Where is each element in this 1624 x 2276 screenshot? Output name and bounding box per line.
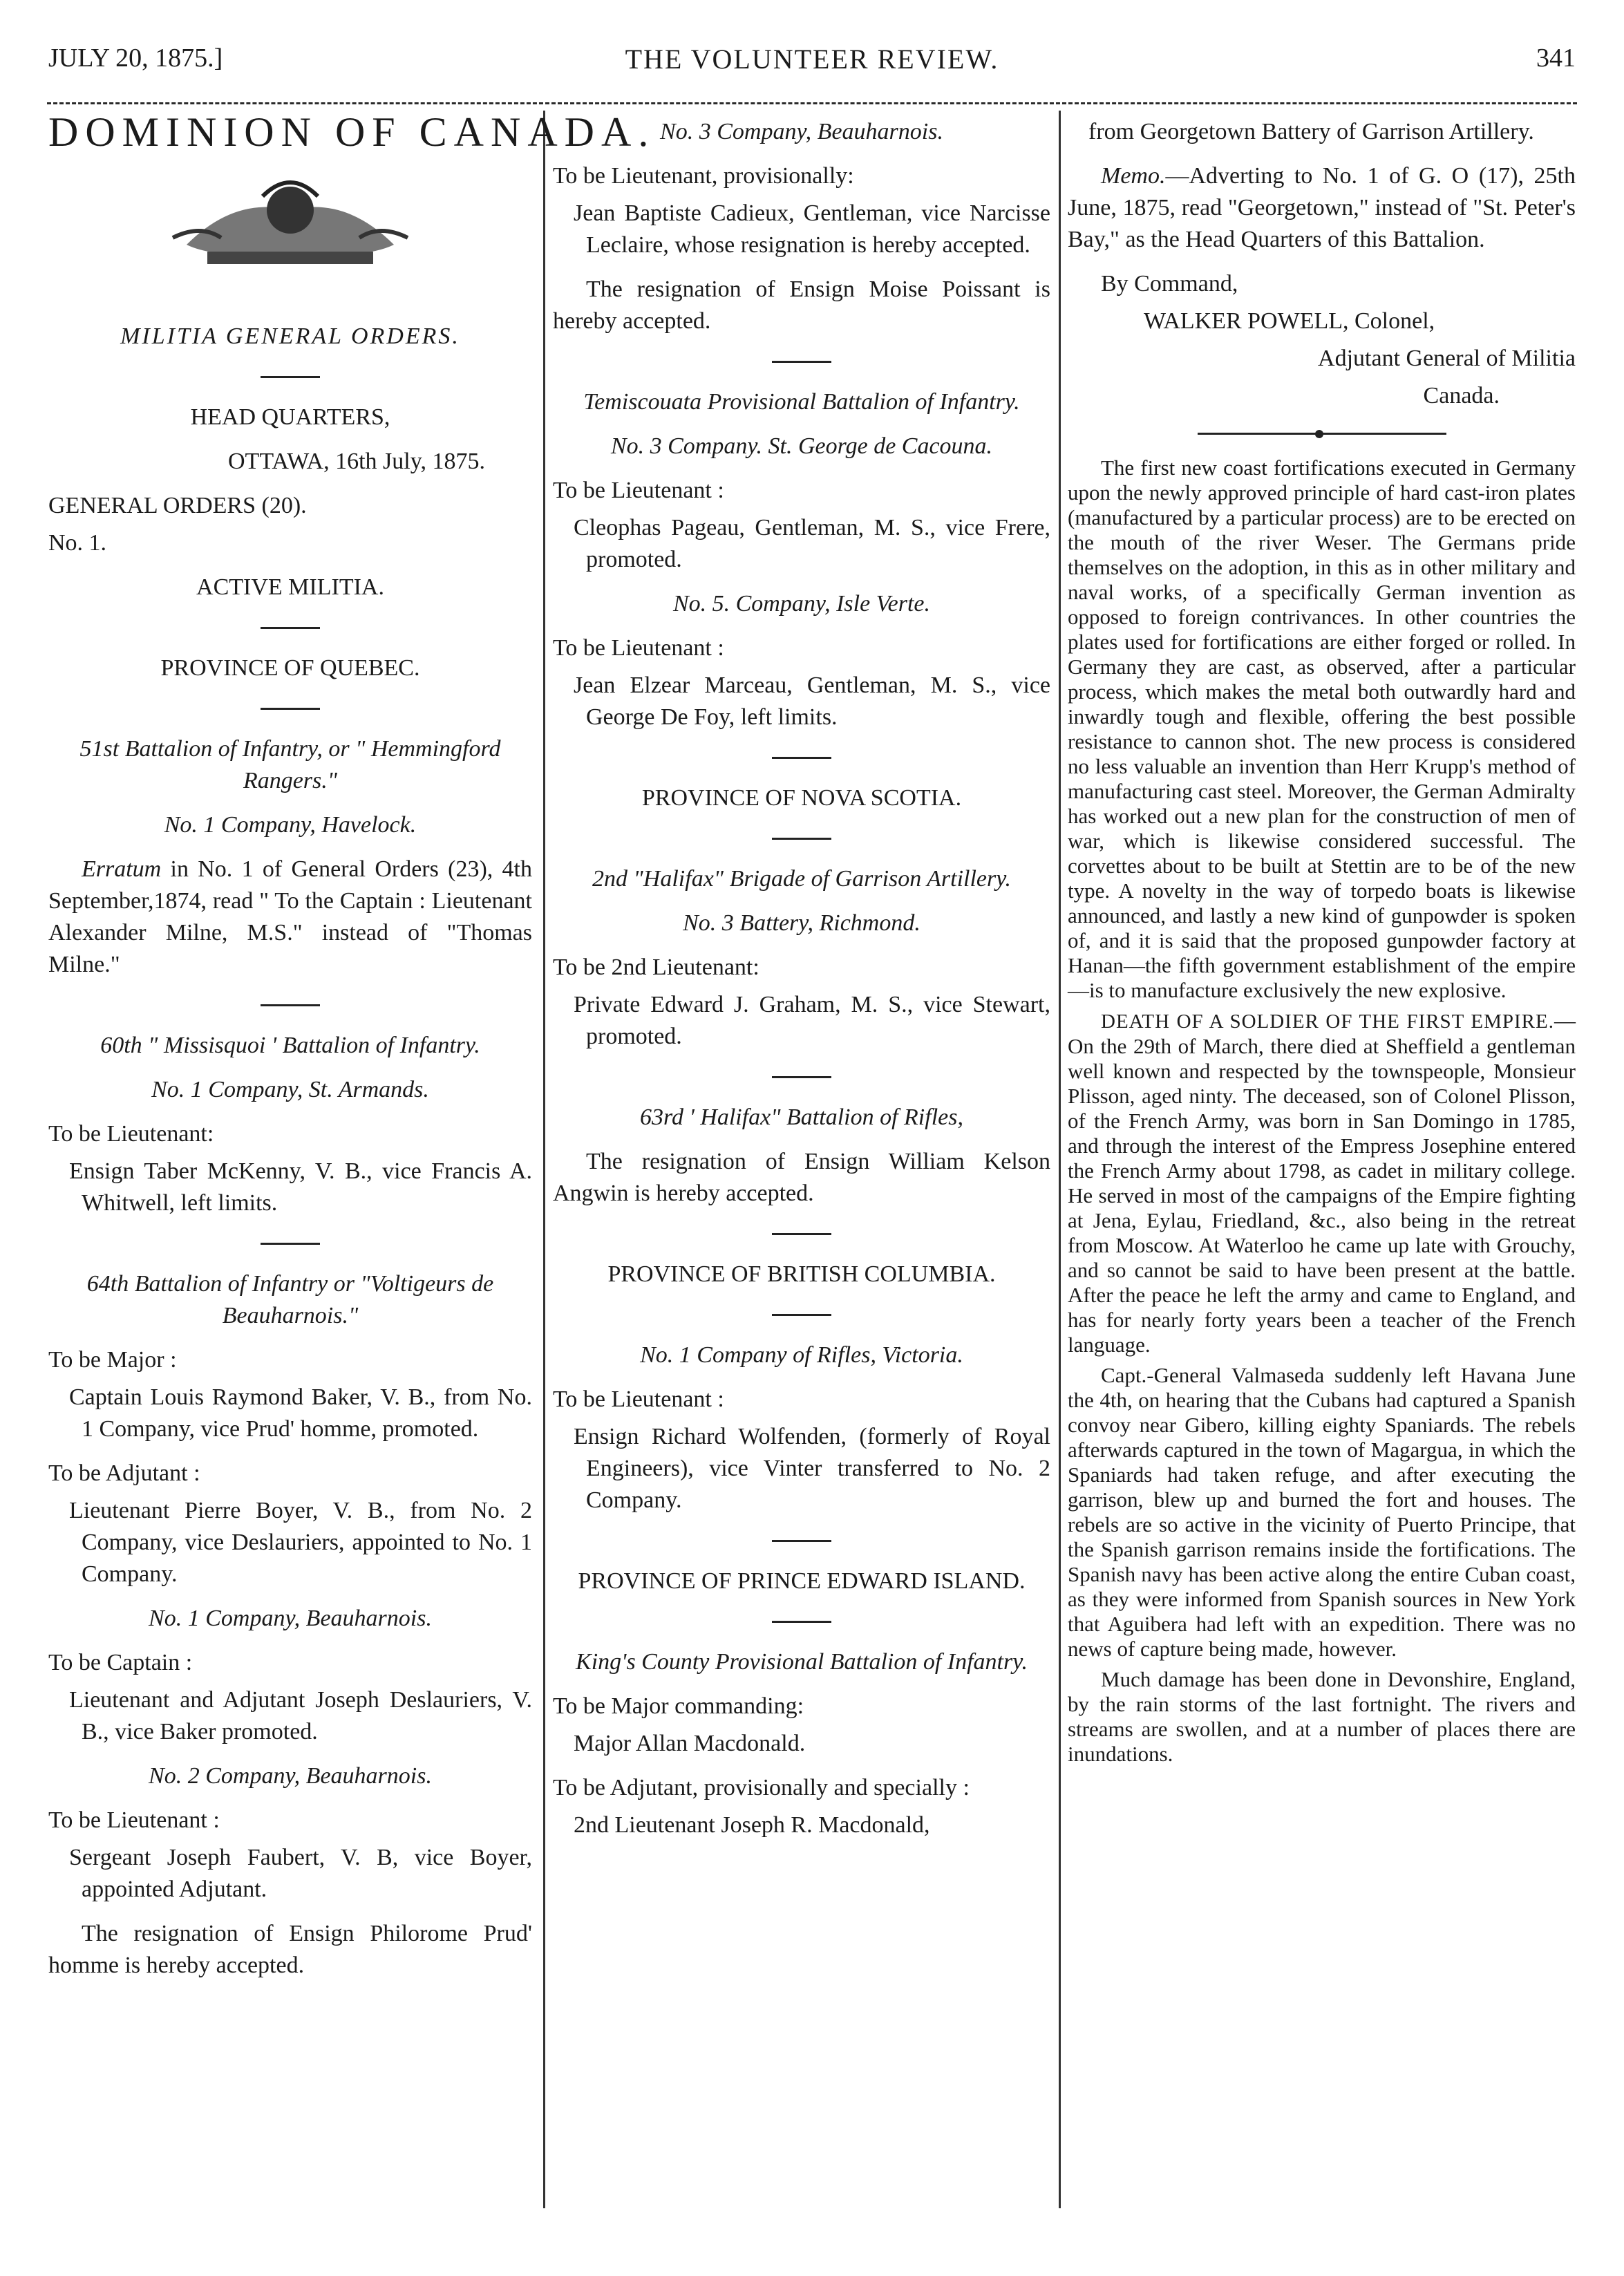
divider — [772, 1233, 831, 1235]
appointment-role: To be Major commanding: — [553, 1693, 804, 1719]
province-heading: PROVINCE OF BRITISH COLUMBIA. — [607, 1261, 996, 1287]
appointment-role: To be Lieutenant, provisionally: — [553, 163, 854, 189]
divider — [772, 1076, 831, 1078]
appointment-role: To be Lieutenant : — [553, 478, 724, 503]
company-heading: No. 5. Company, Isle Verte. — [672, 591, 931, 617]
appointment-role: To be Major : — [48, 1347, 177, 1373]
appointment-role: To be Lieutenant : — [48, 1807, 220, 1833]
province-heading: PROVINCE OF PRINCE EDWARD ISLAND. — [578, 1568, 1026, 1594]
brigade-heading: 2nd "Halifax" Brigade of Garrison Artillery. — [592, 866, 1011, 892]
section-title: MILITIA GENERAL ORDERS. — [120, 323, 460, 349]
battalion-heading: 64th Battalion of Infantry or "Voltigeurs de Beauharnois." — [86, 1271, 494, 1328]
appointment-text: Captain Louis Raymond Baker, V. B., from No. 1 Company, vice Prud' homme, promoted. — [69, 1384, 532, 1442]
appointment-role: To be Lieutenant : — [553, 635, 724, 661]
appointment-text: Private Edward J. Graham, M. S., vice Stewart, promoted. — [574, 992, 1050, 1049]
general-orders: GENERAL ORDERS (20). — [48, 493, 307, 518]
company-heading: No. 3 Company, Beauharnois. — [660, 119, 943, 144]
resignation-text: The resignation of Ensign Moise Poissant is hereby accepted. — [553, 276, 1050, 334]
appointment-role: To be Lieutenant: — [48, 1121, 214, 1147]
article-body: —On the 29th of March, there died at Sheffield a gentleman well known and respected by the townspeople, Monsieur Plisson, aged ninty. The deceased, son of Colonel Plisson, of the French Army, was born in San Domingo in 1785, and through the interest of the Empress Josephine entered the French Army about 1798, as cadet in military college. He served in most of the campaigns of the Empire fighting at Jena, Eylau, Friedland, &c., also being in the retreat from Moscow. At Waterloo he came up late with Grouchy, and so cannot be said to have been present at the battle. After the peace he left the army and came to England, and has for nearly forty years been a teacher of the French language. — [1068, 1008, 1576, 1357]
memo-label: Memo. — [1101, 163, 1166, 189]
divider — [261, 708, 320, 710]
divider — [772, 838, 831, 840]
divider — [261, 376, 320, 378]
column-divider-2 — [1059, 111, 1061, 2208]
company-heading: No. 1 Company, Beauharnois. — [149, 1606, 432, 1631]
appointment-text: Jean Elzear Marceau, Gentleman, M. S., vice George De Foy, left limits. — [574, 673, 1050, 730]
company-heading: No. 1 Company of Rifles, Victoria. — [640, 1342, 963, 1368]
appointment-text: 2nd Lieutenant Joseph R. Macdonald, — [574, 1812, 930, 1838]
divider — [772, 757, 831, 759]
article-soldier — [1068, 1008, 1576, 1357]
royal-crest-icon — [159, 169, 422, 272]
battalion-heading: 63rd ' Halifax" Battalion of Rifles, — [640, 1104, 963, 1130]
erratum-label: Erratum — [82, 856, 162, 882]
continued-text: from Georgetown Battery of Garrison Artillery. — [1088, 119, 1534, 144]
appointment-text: Cleophas Pageau, Gentleman, M. S., vice Frere, promoted. — [574, 515, 1050, 572]
memo-text: —Adverting to No. 1 of G. O (17), 25th June, 1875, read "Georgetown," instead of "St. Peter's Bay," as the Head Quarters of this Battalion. — [1068, 163, 1576, 252]
divider — [772, 1314, 831, 1316]
appointment-text: Ensign Taber McKenny, V. B., vice Francis A. Whitwell, left limits. — [69, 1158, 532, 1216]
column-divider-1 — [543, 111, 545, 2208]
resignation-text: The resignation of Ensign William Kelson Angwin is hereby accepted. — [553, 1149, 1050, 1206]
signer-title: Adjutant General of Militia — [1318, 346, 1576, 371]
signer-name: WALKER POWELL, Colonel, — [1144, 308, 1435, 334]
battalion-heading: Temiscouata Provisional Battalion of Infantry. — [583, 389, 1020, 415]
battalion-heading: King's County Provisional Battalion of Infantry. — [576, 1649, 1028, 1675]
divider — [772, 1621, 831, 1623]
masthead: DOMINION OF CANADA. — [48, 109, 656, 155]
issue-date: JULY 20, 1875.] — [48, 44, 223, 73]
appointment-text: Sergeant Joseph Faubert, V. B, vice Boyer, appointed Adjutant. — [69, 1845, 532, 1902]
active-militia-heading: ACTIVE MILITIA. — [196, 574, 384, 600]
erratum-text: in No. 1 of General Orders (23), 4th September,1874, read " To the Captain : Lieutenant Alexander Milne, M.S." instead of "Thomas Milne." — [48, 856, 532, 977]
column-3 — [1068, 116, 1576, 1772]
divider — [772, 361, 831, 363]
province-heading: PROVINCE OF QUEBEC. — [160, 655, 420, 681]
province-heading: PROVINCE OF NOVA SCOTIA. — [641, 785, 962, 811]
battalion-heading: 60th " Missisquoi ' Battalion of Infantry. — [100, 1033, 480, 1058]
appointment-role: To be Captain : — [48, 1650, 193, 1675]
battery-heading: No. 3 Battery, Richmond. — [683, 910, 920, 936]
company-heading: No. 3 Company. St. George de Cacouna. — [610, 433, 993, 459]
company-heading: No. 2 Company, Beauharnois. — [149, 1763, 432, 1789]
appointment-text: Lieutenant and Adjutant Joseph Deslauriers, V. B., vice Baker promoted. — [69, 1687, 532, 1744]
appointment-text: Major Allan Macdonald. — [574, 1731, 806, 1756]
resignation-text: The resignation of Ensign Philorome Prud' homme is hereby accepted. — [48, 1921, 532, 1978]
erratum-paragraph — [48, 854, 532, 981]
company-heading: No. 1 Company, St. Armands. — [151, 1077, 429, 1102]
memo-paragraph — [1068, 160, 1576, 256]
by-command: By Command, — [1101, 271, 1238, 297]
head-quarters: HEAD QUARTERS, — [190, 404, 390, 430]
article-fortifications: The first new coast fortifications executed in Germany upon the newly approved principle of hard cast-iron plates (manufactured by a particular process) are to be erected on the mouth of the river Weser. The Germans pride themselves on the adoption, in this as in other military and naval works, of a specifically German invention as opposed to foreign contrivances. In other countries the plates used for fortifications are either forged or rolled. In Germany they are cast, as observed, after a particular process, which makes the metal both outwardly hard and inwardly tough and flexible, offering the best possible resistance to cannon shot. The new process is considered no less valuable an invention than Herr Krupp's method of manufacturing cast steel. Moreover, the German Admiralty has worked out a new plan for the construction of men of war, which is likewise considered successful. The corvettes about to be built at Stettin are to be of the new type. A novelty in the way of torpedo boats is likewise announced, and lastly a new kind of gunpowder is spoken of, and it is said that the proposed gunpowder factory at Hanan—the fifth government establishment of the empire—is to manufacture exclusively the new explosive. — [1068, 455, 1576, 1002]
appointment-role: To be Adjutant : — [48, 1460, 200, 1486]
newspaper-title: THE VOLUNTEER REVIEW. — [625, 44, 999, 75]
article-devonshire: Much damage has been done in Devonshire, England, by the rain storms of the last fortnight. The rivers and streams are swollen, and at a number of places there are inundations. — [1068, 1667, 1576, 1766]
appointment-role: To be Lieutenant : — [553, 1386, 724, 1412]
appointment-role: To be Adjutant, provisionally and specially : — [553, 1775, 970, 1800]
dateline: OTTAWA, 16th July, 1875. — [228, 449, 485, 474]
appointment-role: To be 2nd Lieutenant: — [553, 954, 759, 980]
ornamental-rule — [1198, 433, 1446, 435]
column-2 — [553, 116, 1050, 1854]
page-header — [48, 43, 1576, 91]
signer-country: Canada. — [1423, 383, 1500, 408]
article-cuba: Capt.-General Valmaseda suddenly left Havana June the 4th, on hearing that the Cubans had captured a Spanish convoy near Gibero, killing eighty Spaniards. The rebels afterwards captured in the town of Magargua, in which the Spaniards had taken refuge, and after executing the garrison, blew up and burned the fort and houses. The rebels are so active in the vicinity of Puerto Principe, that the Spanish garrison remains inside the fortifications. The Spanish navy has been active along the entire Cuban coast, as they were informed from Spanish sources in New York that Aguibera had left with an expedition. There was no news of capture being made, however. — [1068, 1363, 1576, 1661]
divider — [772, 1540, 831, 1542]
order-number: No. 1. — [48, 530, 107, 556]
divider — [261, 1243, 320, 1245]
company-heading: No. 1 Company, Havelock. — [164, 812, 417, 838]
appointment-text: Jean Baptiste Cadieux, Gentleman, vice Narcisse Leclaire, whose resignation is hereby accepted. — [574, 200, 1050, 258]
header-rule — [47, 102, 1577, 104]
divider — [261, 627, 320, 629]
page-number: 341 — [1536, 44, 1576, 73]
appointment-text: Lieutenant Pierre Boyer, V. B., from No. 2 Company, vice Deslauriers, appointed to No. 1 Company. — [69, 1498, 532, 1587]
article-heading: DEATH OF A SOLDIER OF THE FIRST EMPIRE. — [1101, 1010, 1554, 1033]
appointment-text: Ensign Richard Wolfenden, (formerly of Royal Engineers), vice Vinter transferred to No. 2 Company. — [574, 1424, 1050, 1513]
battalion-heading: 51st Battalion of Infantry, or " Hemmingford Rangers." — [79, 736, 501, 793]
divider — [261, 1004, 320, 1006]
